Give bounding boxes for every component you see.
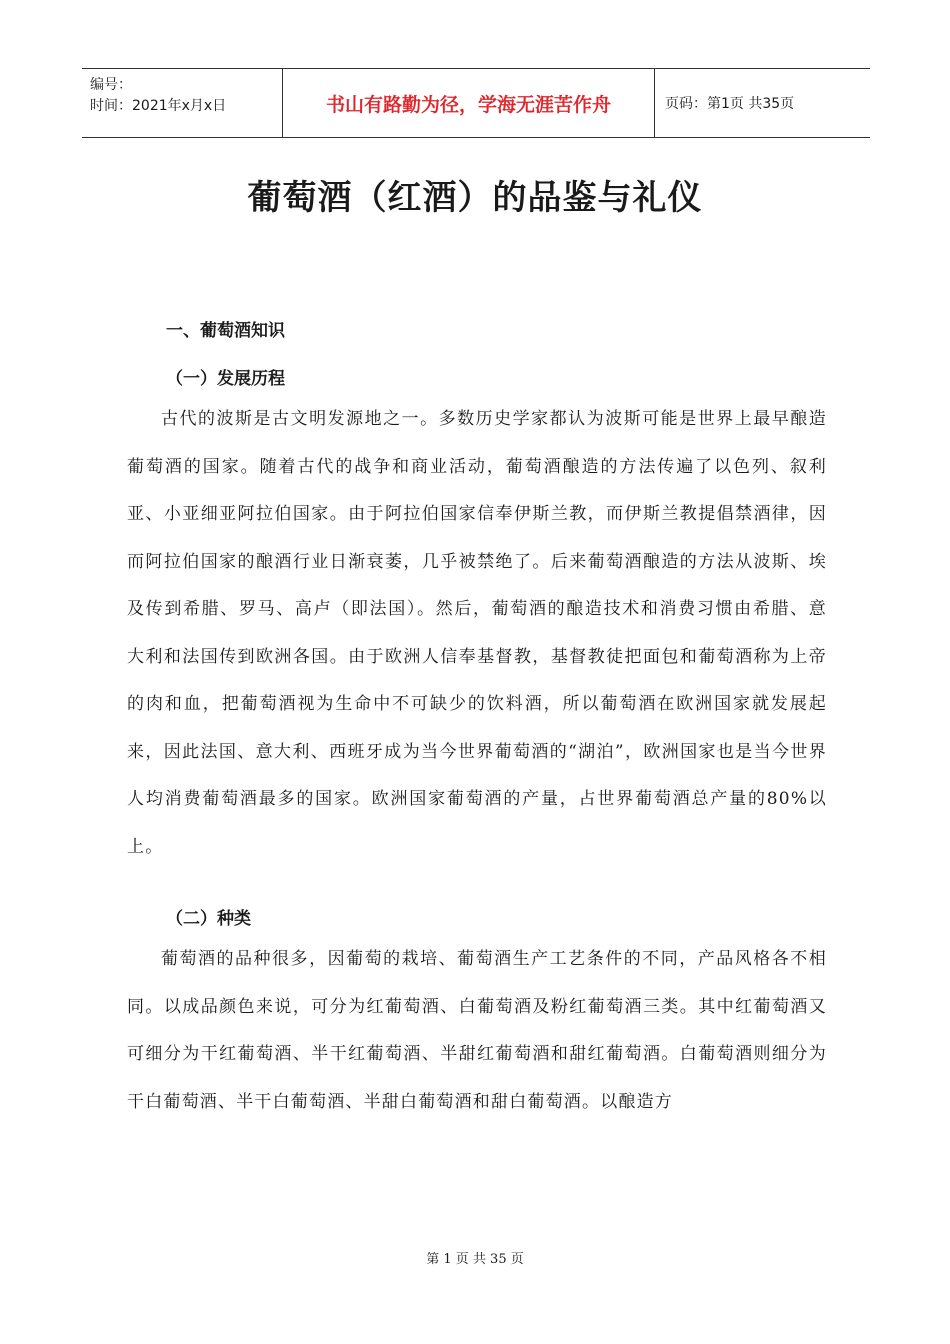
header-meta [82,69,282,137]
section-heading: 一、葡萄酒知识 [166,321,285,341]
subsection-heading-history: （一）发展历程 [166,369,285,389]
header-table [82,68,870,138]
subsection-heading-types: （二）种类 [166,909,251,929]
header-page-label: 页码：第1页 共35页 [665,96,795,112]
paragraph-history: 古代的波斯是古文明发源地之一。多数历史学家都认为波斯可能是世界上最早酿造葡萄酒的国家。随着古代的战争和商业活动，葡萄酒酿造的方法传遍了以色列、叙利亚、小亚细亚阿拉伯国家。由于阿拉伯国家信奉伊斯兰教，而伊斯兰教提倡禁酒律，因而阿拉伯国家的酿酒行业日渐衰萎，几乎被禁绝了。后来葡萄酒酿造的方法从波斯、埃及传到希腊、罗马、高卢（即法国）。然后，葡萄酒的酿造技术和消费习惯由希腊、意大利和法国传到欧洲各国。由于欧洲人信奉基督教，基督教徒把面包和葡萄酒称为上帝的肉和血，把葡萄酒视为生命中不可缺少的饮料酒，所以葡萄酒在欧洲国家就发展起来，因此法国、意大利、西班牙成为当今世界葡萄酒的“湖泊”，欧洲国家也是当今世界人均消费葡萄酒最多的国家。欧洲国家葡萄酒的产量，占世界葡萄酒总产量的80%以上。 [127,409,827,857]
time-label: 时间：2021年x月x日 [90,98,227,114]
document-title: 葡萄酒（红酒）的品鉴与礼仪 [247,178,703,218]
paragraph-types: 葡萄酒的品种很多，因葡萄的栽培、葡萄酒生产工艺条件的不同，产品风格各不相同。以成品颜色来说，可分为红葡萄酒、白葡萄酒及粉红葡萄酒三类。其中红葡萄酒又可细分为干红葡萄酒、半干红葡萄酒、半甜红葡萄酒和甜红葡萄酒。白葡萄酒则细分为干白葡萄酒、半干白葡萄酒、半甜白葡萄酒和甜白葡萄酒。以酿造方 [127,949,827,1112]
number-label: 编号： [90,77,132,93]
header-motto: 书山有路勤为径，学海无涯苦作舟 [282,69,655,137]
page-footer: 第 1 页 共 35 页 [426,1252,524,1267]
